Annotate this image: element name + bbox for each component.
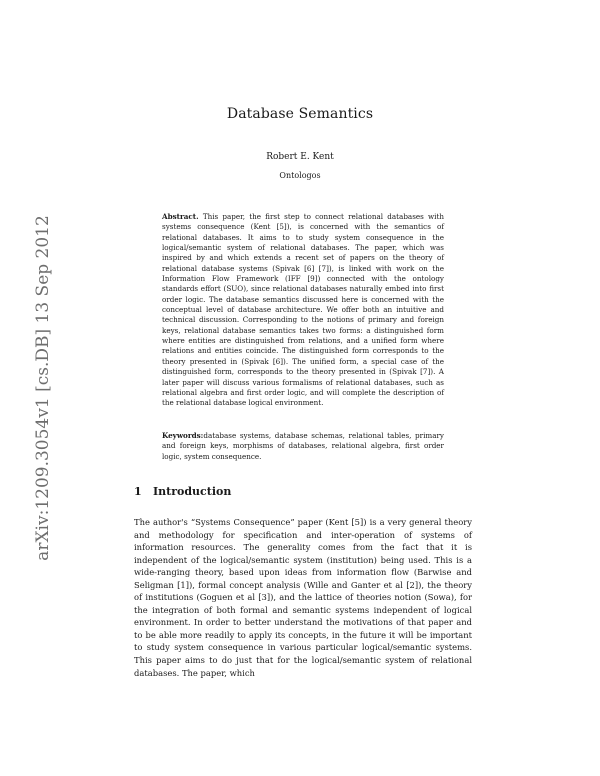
section-heading bbox=[134, 485, 474, 498]
keywords-label: Keywords: bbox=[162, 431, 204, 440]
author-affiliation: Ontologos bbox=[279, 171, 321, 180]
keywords-text: database systems, database schemas, relational tables, primary and foreign keys, morphisms of databases, relational algebra, first order logic, system consequence. bbox=[162, 431, 444, 461]
abstract-paragraph bbox=[162, 212, 444, 409]
keywords-paragraph bbox=[162, 431, 444, 462]
author-name: Robert E. Kent bbox=[266, 152, 334, 162]
section-number: 1 bbox=[134, 485, 142, 498]
arxiv-identifier-text: arXiv:1209.3054v1 [cs.DB] 13 Sep 2012 bbox=[33, 215, 53, 561]
introduction-paragraph: The author's “Systems Consequence” paper (Kent [5]) is a very general theory and methodology for specification and inter-operation of systems of information resources. The generality comes from the fact that it is independent of the logical/semantic system (institution) being used. This is a wide-ranging theory, based upon ideas from information flow (Barwise and Seligman [1]), formal concept analysis (Wille and Ganter et al [2]), the theory of institutions (Goguen et al [3]), and the lattice of theories notion (Sowa), for the integration of both formal and semantic systems independent of logical environment. In order to better understand the motivations of that paper and to be able more readily to apply its concepts, in the future it will be important to study system consequence in various particular logical/semantic systems. This paper aims to do just that for the logical/semantic system of relational databases. The paper, which bbox=[134, 517, 472, 678]
abstract-text: This paper, the first step to connect relational databases with systems consequence (Kent [5]), is concerned with the semantics of relational databases. It aims to to study system consequence in the logical/semantic system of relational databases. The paper, which was inspired by and which extends a recent set of papers on the theory of relational database systems (Spivak [6] [7]), is linked with work on the Information Flow Framework (IFF [9]) connected with the ontology standards effort (SUO), since relational databases naturally embed into first order logic. The database semantics discussed here is concerned with the conceptual level of database architecture. We offer both an intuitive and technical discussion. Corresponding to the notions of primary and foreign keys, relational database semantics takes two forms: a distinguished form where entities are distinguished from relations, and a unified form where relations and entities coincide. The distinguished form corresponds to the theory presented in (Spivak [6]). The unified form, a special case of the distinguished form, corresponds to the theory presented in (Spivak [7]). A later paper will discuss various formalisms of relational databases, such as relational algebra and first order logic, and will complete the description of the relational database logical environment. bbox=[162, 212, 444, 408]
abstract-label: Abstract. bbox=[162, 212, 199, 221]
paper-title: Database Semantics bbox=[226, 106, 374, 122]
arxiv-identifier-stamp bbox=[18, 178, 62, 598]
section-title: Introduction bbox=[153, 485, 232, 498]
